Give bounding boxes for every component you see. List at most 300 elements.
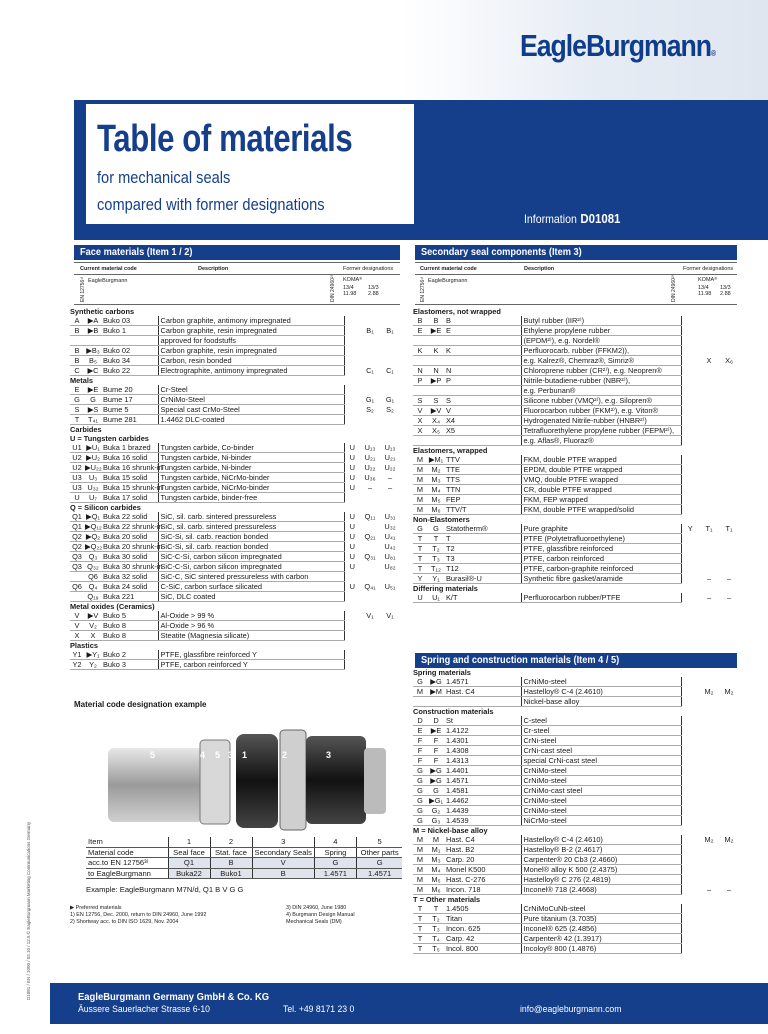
trade-name: Hast. C4 (445, 687, 521, 697)
former-designation (699, 796, 719, 806)
spring-table (413, 668, 739, 954)
description: Hastelloy® B-2 (2.4617) (521, 845, 681, 855)
code-en: M (413, 835, 427, 845)
table-row (413, 436, 739, 446)
table-row (70, 463, 400, 473)
former-designation (699, 465, 719, 475)
former-designation (719, 426, 739, 436)
category-label: Spring materials (413, 668, 471, 677)
former-designation (344, 493, 360, 503)
code-en (413, 356, 427, 366)
table-row (413, 376, 739, 386)
table-row (70, 415, 400, 425)
trade-name: B (445, 316, 521, 326)
item-row-label: to EagleBurgmann (86, 868, 168, 879)
table-row (413, 726, 739, 736)
code-en: C (70, 366, 84, 376)
former-designation (719, 697, 739, 707)
col-din-2: DIN 24960²⁾ (671, 275, 677, 302)
code-en: G (413, 766, 427, 776)
code-eagleburgmann: ▶B (84, 326, 102, 336)
former-designation (681, 574, 699, 584)
table-row (413, 416, 739, 426)
former-designation (719, 806, 739, 816)
code-eagleburgmann: T₁₂ (427, 564, 445, 574)
item-cell: V (252, 858, 314, 869)
former-designation (699, 485, 719, 495)
code-eagleburgmann: ▶Q₂ (85, 532, 101, 541)
former-designation (380, 415, 400, 425)
trade-name (102, 336, 158, 346)
description: Incoloy® 800 (1.4876) (521, 944, 681, 954)
trade-name: S (445, 396, 521, 406)
table-row (413, 346, 739, 356)
footnotes-right (286, 905, 355, 927)
former-designation (719, 436, 739, 446)
item-row-label: Material code (86, 847, 168, 858)
description: Hydrogenated Nitrile-rubber (HNBR²⁾) (521, 416, 681, 426)
category-label: Q = Silicon carbides (70, 503, 141, 512)
description: Steatite (Magnesia silicate) (158, 631, 344, 641)
category-label: T = Other materials (413, 895, 481, 904)
description: SiC-Si, sil. carb. reaction bonded (158, 532, 344, 542)
item-cell: Stat. face (210, 847, 252, 858)
trade-name: X4 (445, 416, 521, 426)
former-designation: U (344, 562, 360, 572)
trade-name: Buka 1 brazed (102, 443, 158, 453)
description: Hastelloy® C-4 (2.4610) (521, 687, 681, 697)
code-en: F (413, 746, 427, 756)
code-en: V (70, 611, 84, 621)
trade-name: Incon. 625 (445, 924, 521, 934)
table-row (413, 914, 739, 924)
trade-name: Buka 221 (102, 592, 158, 602)
category-row (413, 826, 739, 836)
callout-3a: 3 (228, 750, 234, 760)
col-description-2: Description (524, 266, 555, 272)
former-designation (344, 415, 360, 425)
description: Special cast CrMo-Steel (158, 405, 344, 415)
description: Hastelloy® C 276 (2.4819) (521, 875, 681, 885)
category-row (413, 584, 739, 594)
former-designation: X (706, 355, 712, 365)
description: Carbon graphite, antimony impregnated (158, 316, 344, 326)
rule (74, 274, 400, 275)
description: FKM, double PTFE wrapped (521, 455, 681, 465)
trade-name: Statotherm® (445, 524, 521, 534)
item-cell: G (356, 858, 402, 869)
description: Pure titanium (3.7035) (521, 914, 681, 924)
trade-name: TTN (445, 485, 521, 495)
former-designation: – (706, 884, 712, 894)
code-eagleburgmann: B₅ (84, 356, 102, 366)
trade-name (445, 697, 521, 707)
trade-name: St (445, 716, 521, 726)
footer-tel: Tel. +49 8171 23 0 (283, 1004, 355, 1015)
code-en: X (70, 631, 84, 641)
trade-name: K/T (445, 593, 521, 603)
category-row (413, 668, 739, 677)
former-designation (681, 386, 699, 396)
former-designation: M₂ (704, 835, 714, 844)
former-designation (719, 465, 739, 475)
description: Silicone rubber (VMQ²⁾), e.g. Silopren® (521, 396, 681, 406)
code-en: U3 (70, 473, 84, 483)
code-eagleburgmann: M₅ (427, 495, 445, 505)
former-designation: U₃₁ (384, 512, 396, 521)
code-eagleburgmann: M₆ (427, 885, 445, 895)
former-designation (360, 562, 380, 572)
former-designation (719, 736, 739, 746)
former-designation (681, 593, 699, 603)
former-designation (360, 621, 380, 631)
description: Carbon graphite, resin impregnated (158, 326, 344, 336)
former-designation (699, 534, 719, 544)
trade-name: 1.4313 (445, 756, 521, 766)
code-eagleburgmann: ▶U₂ (84, 453, 102, 463)
former-designation (719, 386, 739, 396)
former-designation (699, 326, 719, 336)
former-designation: U (344, 542, 360, 552)
footer-city: 82515 Wolfratshausen (78, 1023, 165, 1034)
former-designation: S₂ (366, 404, 374, 414)
code-en (413, 386, 427, 396)
code-eagleburgmann (427, 697, 445, 707)
table-row (70, 385, 400, 395)
former-designation (719, 726, 739, 736)
code-eagleburgmann: ▶V (427, 406, 445, 416)
former-designation: U₁₃ (384, 443, 396, 452)
col-koma-b2: 13/3 2.88 (720, 285, 731, 297)
code-en: Q2 (70, 532, 84, 542)
former-designation: – (706, 573, 712, 583)
callout-2: 2 (282, 750, 288, 760)
former-designation: U₅₁ (384, 581, 396, 591)
trade-name: Buka 22 solid (102, 512, 158, 522)
rule (415, 262, 737, 263)
table-row (413, 875, 739, 885)
item-cell: Seal face (168, 847, 210, 858)
former-designation (719, 786, 739, 796)
description: C-SiC, carbon surface silicated (158, 582, 344, 592)
category-label: Carbides (70, 425, 102, 434)
code-en: G (413, 806, 427, 816)
former-designation: V₁ (386, 611, 394, 620)
former-designation (681, 944, 699, 954)
category-row (413, 515, 739, 525)
code-eagleburgmann: ▶Q₁ (84, 512, 102, 522)
former-designation (360, 660, 380, 670)
trade-name: Burasil®-U (445, 574, 521, 584)
description: special CrNi-cast steel (521, 756, 681, 766)
table-row (413, 944, 739, 954)
description: Chloroprene rubber (CR²⁾), e.g. Neopren® (521, 366, 681, 376)
former-designation (344, 366, 360, 376)
table-row (70, 453, 400, 463)
table-row (70, 522, 400, 532)
description: Nitrile-butadiene-rubber (NBR²⁾), (521, 376, 681, 386)
item-row (86, 868, 402, 879)
code-en: A (70, 316, 84, 326)
former-designation (699, 786, 719, 796)
seal-spring (306, 736, 366, 824)
code-eagleburgmann: F (427, 746, 445, 756)
code-en (70, 592, 84, 602)
code-eagleburgmann: G (427, 524, 445, 534)
code-eagleburgmann: S (427, 396, 445, 406)
trade-name: Incon. 718 (445, 885, 521, 895)
table-row (70, 336, 400, 346)
table-row (413, 554, 739, 564)
former-designation: Q₂₁ (364, 531, 376, 541)
code-en: U3 (70, 483, 84, 493)
former-designation (719, 316, 739, 326)
footer-street: Äussere Sauerlacher Strasse 6-10 (78, 1004, 210, 1015)
code-en: M (413, 885, 427, 895)
code-en: S (70, 405, 84, 415)
description: Tungsten carbide, NiCrMo-binder (158, 473, 344, 483)
code-eagleburgmann: X₅ (427, 426, 445, 436)
table-row (413, 336, 739, 346)
former-designation (681, 336, 699, 346)
description: SiC, sil. carb. sintered pressureless (158, 522, 344, 532)
former-designation: U₂₂ (364, 462, 376, 472)
trade-name: Buka 16 solid (102, 453, 158, 463)
description: CrNiMo-steel (521, 677, 681, 687)
description: Inconel® 718 (2.4668) (521, 885, 681, 895)
trade-name: 1.4571 (445, 776, 521, 786)
former-designation (699, 944, 719, 954)
code-en (70, 336, 84, 346)
code-en: X (413, 416, 427, 426)
former-designation (380, 336, 400, 346)
trade-name: 1.4505 (445, 904, 521, 914)
former-designation (681, 796, 699, 806)
former-designation (380, 660, 400, 670)
code-en: S (413, 396, 427, 406)
former-designation: U (344, 473, 360, 483)
table-row (413, 845, 739, 855)
former-designation (344, 611, 360, 621)
former-designation: Y (681, 524, 699, 534)
trade-name: Carp. 20 (445, 855, 521, 865)
former-designation (681, 554, 699, 564)
former-designation (719, 914, 739, 924)
category-row (70, 307, 400, 316)
table-row (70, 405, 400, 415)
code-eagleburgmann: V₂ (84, 621, 102, 631)
trade-name: 1.4581 (445, 786, 521, 796)
former-designation: B₁ (386, 325, 394, 335)
table-row (70, 582, 400, 592)
former-designation: U₁₃ (364, 443, 376, 452)
col-eaglebugmann: EagleBurgmann (88, 278, 128, 284)
trade-name: 1.4571 (445, 677, 521, 687)
table-row (413, 904, 739, 914)
trade-name: 1.4539 (445, 816, 521, 826)
description: FKM, FEP wrapped (521, 495, 681, 505)
trade-name: V (445, 406, 521, 416)
former-designation (380, 592, 400, 602)
code-eagleburgmann: T (427, 534, 445, 544)
former-designation (681, 756, 699, 766)
footer-web[interactable]: www.eagleburgmann.com (520, 1023, 620, 1034)
former-designation: – (367, 482, 373, 492)
trade-name: Buko 1 (102, 326, 158, 336)
table-row (70, 631, 400, 641)
face-materials-heading: Face materials (Item 1 / 2) (74, 245, 400, 260)
trade-name: Hast. C4 (445, 835, 521, 845)
former-designation (699, 746, 719, 756)
former-designation (681, 746, 699, 756)
callout-4: 4 (200, 750, 206, 760)
trade-name: K (445, 346, 521, 356)
code-eagleburgmann: F (427, 756, 445, 766)
code-eagleburgmann: G₃ (427, 816, 445, 826)
code-eagleburgmann: ▶B₃ (84, 346, 102, 356)
former-designation: M₂ (724, 686, 734, 696)
former-designation (719, 716, 739, 726)
table-row (413, 426, 739, 436)
code-eagleburgmann: ▶G (427, 677, 445, 687)
col-en: EN 12756¹⁾ (80, 276, 86, 302)
code-eagleburgmann: M₄ (427, 485, 445, 495)
category-row (413, 895, 739, 905)
former-designation: U (344, 552, 360, 562)
code-en: E (70, 385, 84, 395)
former-designation: G₁ (385, 394, 395, 404)
item-row-label: acc.to EN 12756³⁾ (86, 858, 168, 869)
footnote: 1) EN 12756, Dec. 2000, return to DIN 24960, June 1992 (70, 912, 207, 919)
former-designation: U (344, 443, 360, 453)
former-designation (699, 336, 719, 346)
code-en: M (413, 455, 427, 465)
former-designation (360, 316, 380, 326)
trade-name: Buko 3 (102, 660, 158, 670)
trade-name: Buko 8 (102, 621, 158, 631)
code-eagleburgmann: Y₁ (427, 574, 445, 584)
former-designation: – (387, 472, 393, 482)
table-row (70, 621, 400, 631)
former-designation (360, 336, 380, 346)
former-designation (699, 934, 719, 944)
former-designation: – (387, 482, 393, 492)
code-en: G (413, 786, 427, 796)
footnote: ▶ Preferred materials (70, 905, 122, 911)
description: Carbon graphite, resin impregnated (158, 346, 344, 356)
code-eagleburgmann: M₃ (427, 855, 445, 865)
item-cell: 5 (356, 837, 402, 847)
former-designation (699, 346, 719, 356)
trade-name: T (445, 534, 521, 544)
description: 1.4462 DLC-coated (158, 415, 344, 425)
former-designation: T₁ (725, 524, 733, 533)
code-eagleburgmann: M₆ (427, 505, 445, 515)
table-row (70, 562, 400, 572)
code-eagleburgmann: ▶E (427, 326, 445, 336)
table-row (413, 924, 739, 934)
former-designation (699, 875, 719, 885)
table-row (413, 406, 739, 416)
col-former-2: Former designations (683, 266, 734, 272)
trade-name: Buka 17 solid (102, 493, 158, 503)
trade-name: Bume 17 (102, 395, 158, 405)
former-designation (681, 316, 699, 326)
code-eagleburgmann: T₂ (427, 544, 445, 554)
description: NiCrMo-steel (521, 816, 681, 826)
former-designation (719, 406, 739, 416)
table-row (413, 865, 739, 875)
former-designation (699, 316, 719, 326)
former-designation (719, 366, 739, 376)
code-en: U1 (70, 443, 84, 453)
code-en: M (413, 465, 427, 475)
former-designation (344, 346, 360, 356)
table-row (413, 593, 739, 603)
code-en: B (70, 346, 84, 356)
trade-name: Hast. B2 (445, 845, 521, 855)
description: PTFE, carbon reinforced (521, 554, 681, 564)
mechanical-seal-illustration (100, 720, 390, 840)
code-eagleburgmann: M₂ (427, 465, 445, 475)
code-en: D (413, 716, 427, 726)
trade-name (445, 356, 521, 366)
seal-spring-ring (280, 730, 306, 830)
former-designation (344, 572, 360, 582)
description: CrNiMo-steel (521, 776, 681, 786)
former-designation (344, 405, 360, 415)
former-designation (380, 631, 400, 641)
description: Carpenter® 42 (1.3917) (521, 934, 681, 944)
former-designation (699, 845, 719, 855)
category-row (70, 434, 400, 443)
code-en: Q2 (70, 542, 84, 552)
col-en-2: EN 12756¹⁾ (420, 276, 426, 302)
former-designation: U (344, 483, 360, 493)
former-designation: U (344, 522, 360, 532)
table-row (413, 934, 739, 944)
code-en: Q3 (70, 552, 84, 562)
table-row (70, 552, 400, 562)
former-designation (344, 326, 360, 336)
description: CrNiMo-cast steel (521, 786, 681, 796)
footer-company: EagleBurgmann Germany GmbH & Co. KG (78, 991, 270, 1003)
description: (EPDM²⁾), e.g. Nordel® (521, 336, 681, 346)
former-designation (344, 592, 360, 602)
former-designation (681, 855, 699, 865)
footer-email[interactable]: info@eagleburgmann.com (520, 1004, 622, 1015)
former-designation (681, 776, 699, 786)
former-designation (681, 736, 699, 746)
item-cell: 1.4571 (356, 868, 402, 879)
former-designation (681, 924, 699, 934)
former-designation (360, 592, 380, 602)
item-cell: Q1 (168, 858, 210, 869)
side-print-code: D1081 / EN / 1000 / 02.10 / 12.5 © EagleBurgmann Marketing Communications Germany (26, 821, 31, 1000)
code-en: E (413, 326, 427, 336)
table-row (413, 505, 739, 515)
former-designation: U₈₁ (384, 551, 396, 561)
table-row (70, 395, 400, 405)
code-eagleburgmann: Q₁₉ (84, 592, 102, 602)
code-eagleburgmann: ▶E (84, 385, 102, 395)
former-designation (699, 914, 719, 924)
code-eagleburgmann: B (427, 316, 445, 326)
former-designation (699, 564, 719, 574)
former-designation (681, 376, 699, 386)
description: CrNiMo-steel (521, 766, 681, 776)
former-designation (719, 534, 739, 544)
